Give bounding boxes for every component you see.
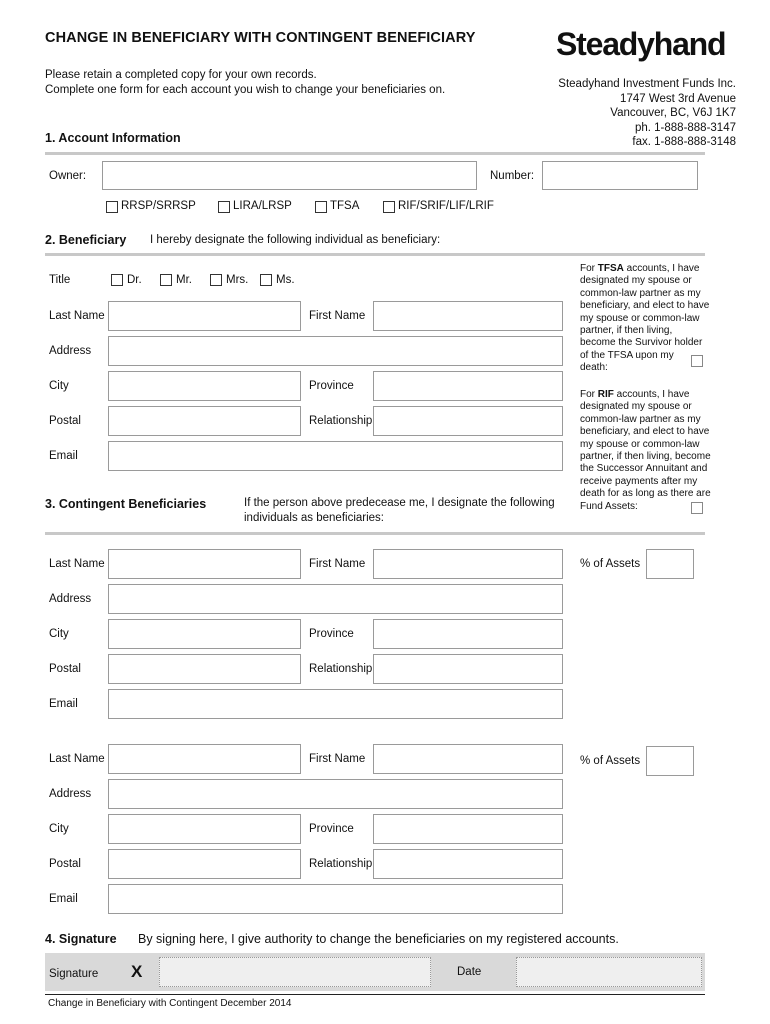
section-signature-heading: 4. Signature: [45, 932, 117, 946]
company-address: [558, 77, 736, 150]
title-mr-label: Mr.: [176, 274, 192, 286]
beneficiary-province-input[interactable]: [373, 371, 563, 401]
contingent2-province-input[interactable]: [373, 814, 563, 844]
pct-assets-label: % of Assets: [580, 755, 641, 767]
beneficiary-relationship-input[interactable]: [373, 406, 563, 436]
last-name-label: Last Name: [49, 558, 105, 570]
intro-line-2: Complete one form for each account you wish to change your beneficiaries on.: [45, 84, 446, 96]
signature-input[interactable]: [159, 957, 431, 987]
first-name-label: First Name: [309, 558, 366, 570]
checkbox-rrsp-label: RRSP/SRRSP: [121, 200, 196, 212]
checkbox-title-mr[interactable]: [160, 274, 172, 286]
city-label: City: [49, 628, 69, 640]
signature-x-mark: X: [131, 962, 143, 981]
province-label: Province: [309, 823, 354, 835]
checkbox-tfsa[interactable]: [315, 201, 327, 213]
section-divider: [45, 532, 705, 535]
footer-rule: [45, 994, 705, 995]
beneficiary-city-input[interactable]: [108, 371, 301, 401]
contingent2-city-input[interactable]: [108, 814, 301, 844]
section-account-heading: 1. Account Information: [45, 131, 181, 145]
contingent1-last-name-input[interactable]: [108, 549, 301, 579]
contingent2-postal-input[interactable]: [108, 849, 301, 879]
postal-label: Postal: [49, 858, 81, 870]
city-label: City: [49, 380, 69, 392]
contingent-desc-line-1: If the person above predecease me, I designate the following: [244, 497, 555, 509]
form-title: CHANGE IN BENEFICIARY WITH CONTINGENT BENEFICIARY: [45, 30, 476, 46]
last-name-label: Last Name: [49, 310, 105, 322]
title-ms-label: Ms.: [276, 274, 295, 286]
province-label: Province: [309, 380, 354, 392]
contingent2-relationship-input[interactable]: [373, 849, 563, 879]
tfsa-note: For TFSA accounts, I have designated my spouse or common-law partner as my beneficiary, and elect to have my spouse or common-law partner, if then living, become the Survivor holder of the TFSA upon my death:: [580, 263, 710, 374]
checkbox-title-mrs[interactable]: [210, 274, 222, 286]
owner-input[interactable]: [102, 161, 477, 190]
contingent1-province-input[interactable]: [373, 619, 563, 649]
checkbox-lira-label: LIRA/LRSP: [233, 200, 292, 212]
relationship-label: Relationship: [309, 663, 373, 675]
beneficiary-last-name-input[interactable]: [108, 301, 301, 331]
checkbox-lira[interactable]: [218, 201, 230, 213]
date-label: Date: [457, 966, 482, 978]
address-label: Address: [49, 788, 92, 800]
city-label: City: [49, 823, 69, 835]
postal-label: Postal: [49, 663, 81, 675]
account-number-input[interactable]: [542, 161, 698, 190]
checkbox-title-ms[interactable]: [260, 274, 272, 286]
relationship-label: Relationship: [309, 858, 373, 870]
first-name-label: First Name: [309, 753, 366, 765]
company-city: Vancouver, BC, V6J 1K7: [610, 107, 736, 119]
contingent2-first-name-input[interactable]: [373, 744, 563, 774]
first-name-label: First Name: [309, 310, 366, 322]
beneficiary-email-input[interactable]: [108, 441, 563, 471]
checkbox-rif-successor[interactable]: [691, 502, 703, 514]
checkbox-title-dr[interactable]: [111, 274, 123, 286]
contingent1-pct-input[interactable]: [646, 549, 694, 579]
address-label: Address: [49, 593, 92, 605]
contingent1-address-input[interactable]: [108, 584, 563, 614]
checkbox-rif-label: RIF/SRIF/LIF/LRIF: [398, 200, 494, 212]
intro-line-1: Please retain a completed copy for your own records.: [45, 69, 317, 81]
owner-label: Owner:: [49, 170, 87, 182]
beneficiary-postal-input[interactable]: [108, 406, 301, 436]
postal-label: Postal: [49, 415, 81, 427]
checkbox-tfsa-label: TFSA: [330, 200, 360, 212]
contingent1-first-name-input[interactable]: [373, 549, 563, 579]
last-name-label: Last Name: [49, 753, 105, 765]
section-beneficiary-heading: 2. Beneficiary: [45, 233, 127, 247]
checkbox-rrsp[interactable]: [106, 201, 118, 213]
contingent1-email-input[interactable]: [108, 689, 563, 719]
contingent2-last-name-input[interactable]: [108, 744, 301, 774]
checkbox-rif[interactable]: [383, 201, 395, 213]
checkbox-tfsa-survivor[interactable]: [691, 355, 703, 367]
province-label: Province: [309, 628, 354, 640]
contingent1-postal-input[interactable]: [108, 654, 301, 684]
title-dr-label: Dr.: [127, 274, 142, 286]
footer-text: Change in Beneficiary with Contingent December 2014: [48, 998, 292, 1009]
email-label: Email: [49, 698, 78, 710]
relationship-label: Relationship: [309, 415, 373, 427]
rif-note: For RIF accounts, I have designated my spouse or common-law partner as my beneficiary, and elect to have my spouse or common-law partner, if then living, become the Successor Annuitant and receive payments after my death for as long as there are Fund Assets:: [580, 389, 711, 512]
signature-label: Signature: [49, 968, 99, 980]
company-phone: ph. 1-888-888-3147: [634, 121, 736, 134]
contingent2-pct-input[interactable]: [646, 746, 694, 776]
brand-logo: Steadyhand: [556, 26, 726, 62]
title-mrs-label: Mrs.: [226, 274, 249, 286]
company-street: 1747 West 3rd Avenue: [620, 92, 736, 105]
company-fax: fax. 1-888-888-3148: [632, 136, 736, 148]
title-label: Title: [49, 274, 71, 286]
contingent1-city-input[interactable]: [108, 619, 301, 649]
section-divider: [45, 152, 705, 155]
number-label: Number:: [490, 170, 535, 182]
section-contingent-heading: 3. Contingent Beneficiaries: [45, 497, 207, 511]
contingent2-address-input[interactable]: [108, 779, 563, 809]
contingent-desc-line-2: individuals as beneficiaries:: [244, 512, 384, 524]
pct-assets-label: % of Assets: [580, 558, 641, 570]
email-label: Email: [49, 450, 78, 462]
date-input[interactable]: [516, 957, 702, 987]
contingent1-relationship-input[interactable]: [373, 654, 563, 684]
contingent2-email-input[interactable]: [108, 884, 563, 914]
email-label: Email: [49, 893, 78, 905]
address-label: Address: [49, 345, 92, 357]
authority-text: By signing here, I give authority to change the beneficiaries on my registered accounts.: [138, 932, 619, 946]
beneficiary-first-name-input[interactable]: [373, 301, 563, 331]
company-name: Steadyhand Investment Funds Inc.: [558, 78, 736, 90]
beneficiary-address-input[interactable]: [108, 336, 563, 366]
section-divider: [45, 253, 705, 256]
designate-text: I hereby designate the following individual as beneficiary:: [150, 234, 441, 246]
